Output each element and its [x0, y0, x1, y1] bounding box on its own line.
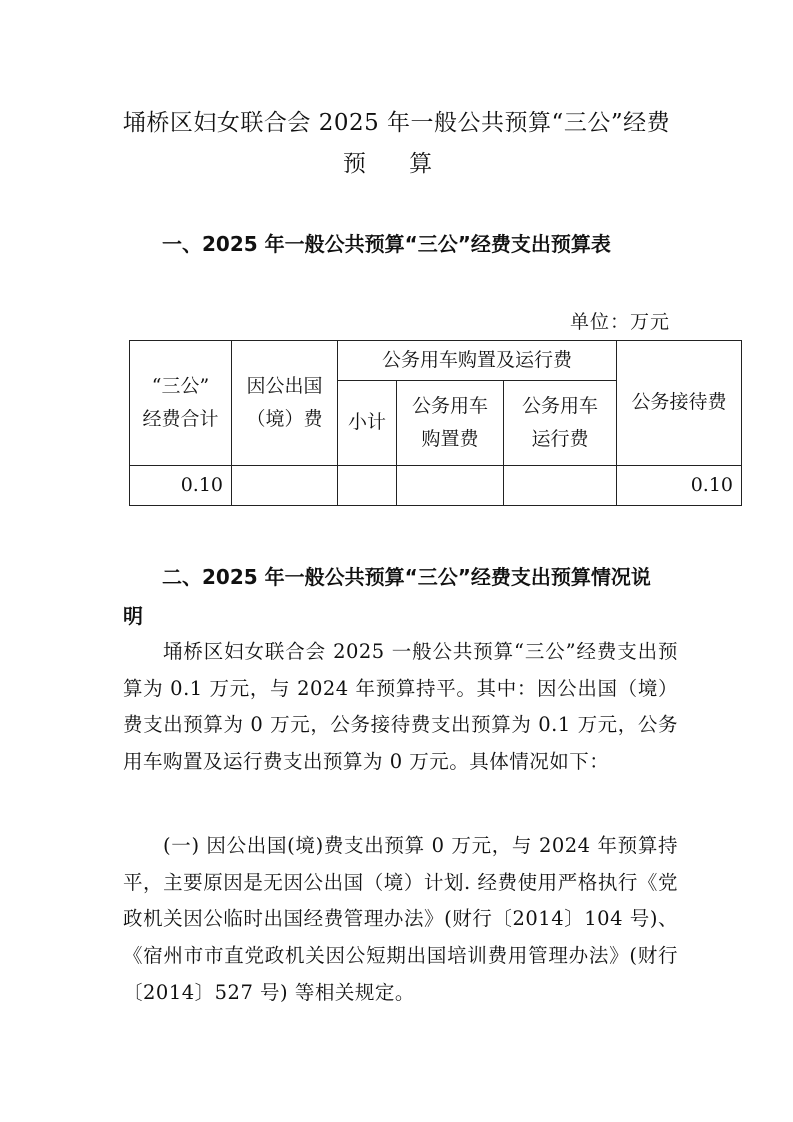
- header-operation: [504, 381, 617, 466]
- paragraph-abroad-detail: (一) 因公出国(境)费支出预算 0 万元，与 2024 年预算持平，主要原因是无因公出国（境）计划. 经费使用严格执行《党政机关因公临时出国经费管理办法》(财行〔2014〕104 号)、《宿州市市直党政机关因公短期出国培训费用管理办法》(财行〔2014〕527 号) 等相关规定。: [123, 834, 678, 1004]
- budget-table: [129, 340, 742, 506]
- section2-heading-cont: 明: [123, 604, 143, 628]
- header-purchase-line2: 购置费: [421, 428, 479, 450]
- document-title-line1: 埇桥区妇女联合会 2025 年一般公共预算“三公”经费: [122, 110, 671, 136]
- header-total-line2: 经费合计: [142, 408, 219, 430]
- header-vehicle-group: 公务用车购置及运行费: [338, 341, 617, 381]
- table-row: [130, 466, 742, 506]
- cell-subtotal: [338, 466, 397, 506]
- document-title-line2: [0, 145, 793, 178]
- cell-abroad: [232, 466, 338, 506]
- header-purchase: [397, 381, 504, 466]
- header-abroad-line2: （境）费: [246, 408, 323, 430]
- header-total-line1: “三公”: [151, 374, 210, 397]
- unit-label: 单位：万元: [570, 311, 671, 333]
- header-purchase-line1: 公务用车: [411, 394, 488, 417]
- header-subtotal: 小计: [338, 381, 397, 466]
- header-reception: 公务接待费: [617, 341, 742, 466]
- cell-reception: 0.10: [617, 466, 742, 506]
- cell-purchase: [397, 466, 504, 506]
- document-title-line2-text: 预 算: [342, 151, 451, 177]
- cell-operation: [504, 466, 617, 506]
- cell-total: 0.10: [130, 466, 232, 506]
- section2-heading: 二、2025 年一般公共预算“三公”经费支出预算情况说: [162, 565, 651, 589]
- section1-heading: 一、2025 年一般公共预算“三公”经费支出预算表: [162, 232, 611, 256]
- header-operation-line1: 公务用车: [521, 394, 598, 417]
- paragraph-summary: 埇桥区妇女联合会 2025 一般公共预算“三公”经费支出预算为 0.1 万元，与 2024 年预算持平。其中：因公出国（境）费支出预算为 0 万元，公务接待费支出预算为 0.1 万元，公务用车购置及运行费支出预算为 0 万元。具体情况如下：: [123, 640, 678, 774]
- header-abroad: [232, 341, 338, 466]
- header-abroad-line1: 因公出国: [246, 374, 323, 397]
- header-operation-line2: 运行费: [531, 428, 589, 450]
- header-total: [130, 341, 232, 466]
